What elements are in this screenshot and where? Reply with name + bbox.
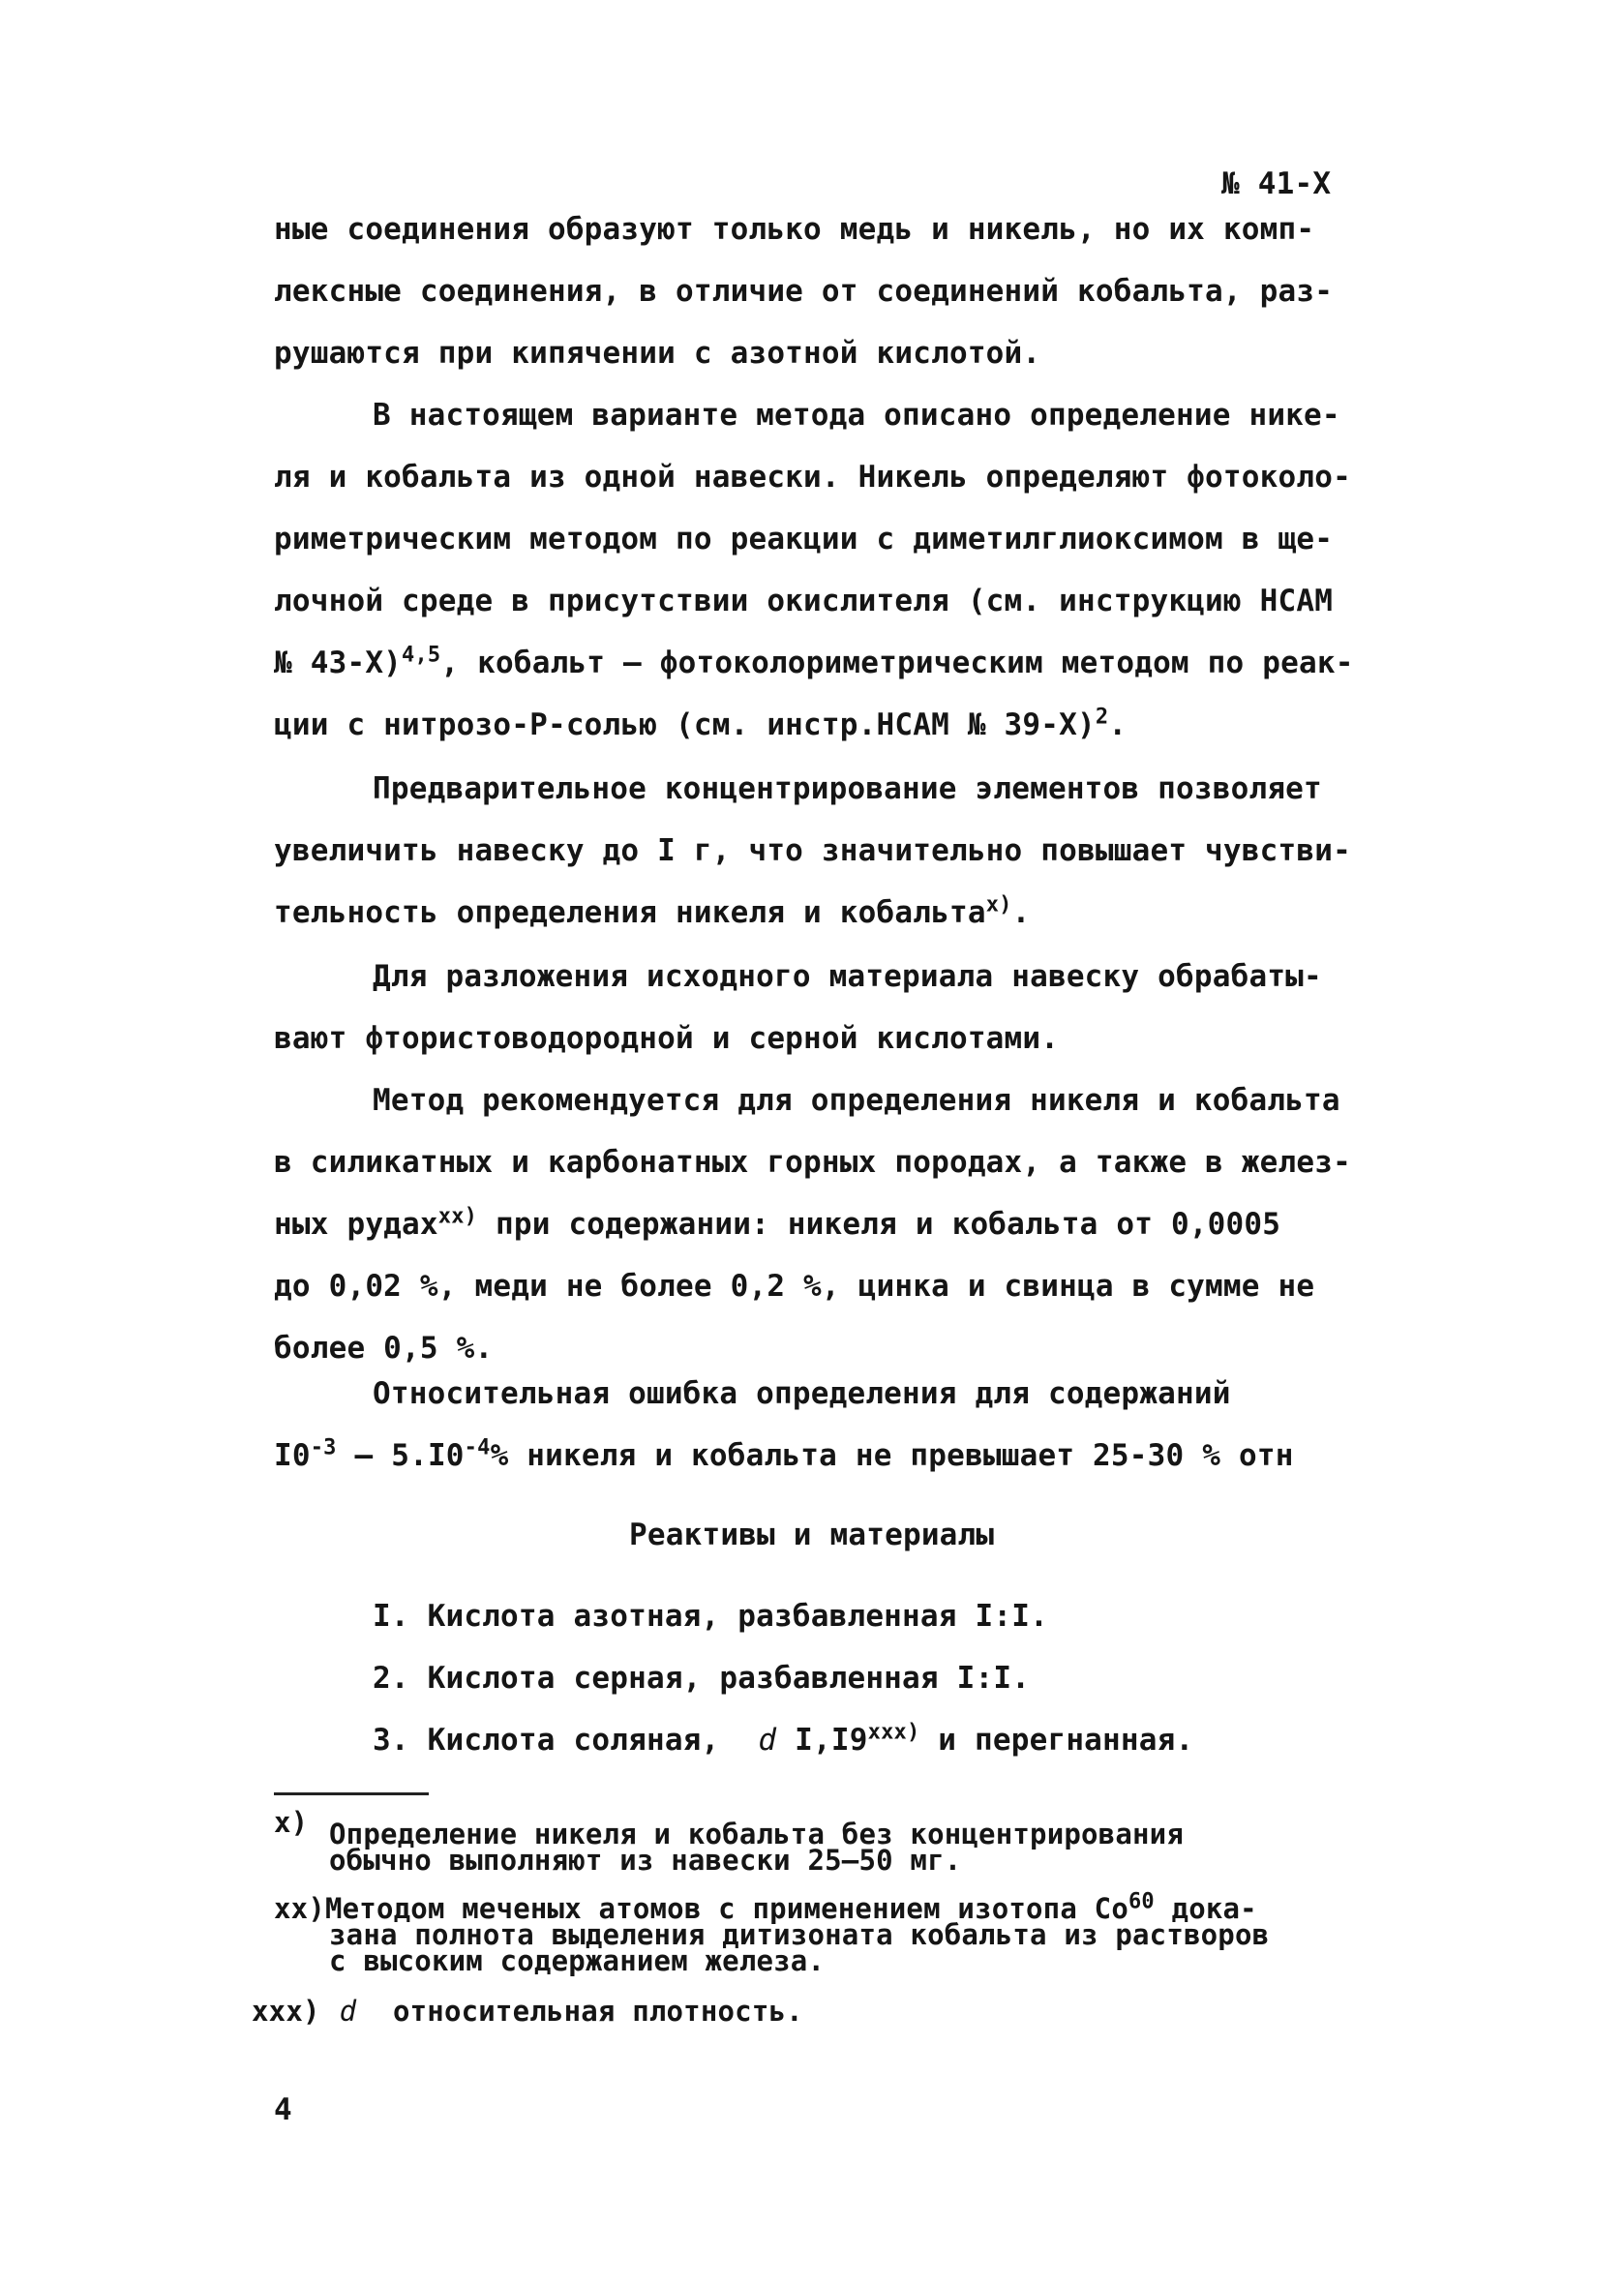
footnote-1-marker: х) [274,1806,309,1839]
text-segment: I,I9 [776,1723,868,1758]
footnote-3-line [252,1997,803,2026]
text-segment: % никеля и кобальта не превышает 25-30 % отн [490,1438,1294,1473]
exponent: -4 [464,1435,491,1460]
text-segment: и перегнанная. [919,1723,1194,1758]
paragraph-2-line-4: лочной среде в присутствии окислителя (см. инструкцию НСАМ [274,584,1334,618]
text-segment: Методом меченых атомов с применением изотопа Co [324,1892,1128,1925]
paragraph-2-line-2: ля и кобальта из одной навески. Никель определяют фотоколо- [274,460,1351,495]
exponent: -3 [310,1435,337,1460]
text-segment: № 43-Х) [274,646,403,680]
footnote-marker: х) [985,892,1012,917]
paragraph-3-line-3 [274,893,1030,932]
paragraph-4-line-2: вают фтористоводородной и серной кислотами. [274,1021,1060,1056]
text-segment: , кобальт – фотоколориметрическим методом по реак- [440,646,1354,680]
text-segment: при содержании: никеля и кобальта от 0,0005 [477,1207,1281,1242]
paragraph-2-line-5 [274,644,1354,682]
reference-superscript: 4,5 [402,643,441,668]
section-title: Реактивы и материалы [629,1518,995,1552]
density-symbol: d [339,1995,357,2028]
document-number: № 41-Х [1221,166,1332,201]
footnote-2-marker: хх) [274,1892,325,1925]
paragraph-2-line-1: В настоящем варианте метода описано определение нике- [373,398,1340,433]
footnote-2-line-2: зана полнота выделения дитизоната кобальта из растворов [329,1918,1270,1951]
footnote-marker: ххх) [867,1720,920,1745]
isotope-superscript: 60 [1128,1889,1155,1914]
text-segment: . [1108,707,1128,742]
text-segment: 3. Кислота соляная, [373,1723,720,1758]
footnote-divider [274,1792,429,1795]
paragraph-5-line-2: в силикатных и карбонатных горных породах, а также в желез- [274,1145,1351,1180]
footnote-3-marker: ххх) [252,1995,320,2028]
paragraph-2-line-6 [274,706,1127,744]
paragraph-5-line-1: Метод рекомендуется для определения никеля и кобальта [373,1083,1340,1118]
text-segment: ции с нитрозо-Р-солью (см. инстр.НСАМ № 39-Х) [274,707,1096,742]
footnote-1-line-2: обычно выполняют из навески 25–50 мг. [329,1844,962,1877]
paragraph-2-line-3: риметрическим методом по реакции с диметилглиоксимом в ще- [274,522,1334,556]
paragraph-1-line-3: рушаются при кипячении с азотной кислотой. [274,336,1041,371]
paragraph-3-line-2: увеличить навеску до I г, что значительно повышает чувстви- [274,833,1351,868]
reagent-item-1: I. Кислота азотная, разбавленная I:I. [373,1599,1048,1634]
paragraph-5-line-3 [274,1205,1280,1244]
text-segment: тельность определения никеля и кобальта [274,895,986,930]
reference-superscript: 2 [1095,705,1109,730]
density-symbol: d [758,1723,777,1758]
paragraph-3-line-1: Предварительное концентрирование элементов позволяет [373,771,1322,806]
paragraph-4-line-1: Для разложения исходного материала навеску обрабаты- [373,959,1322,994]
text-segment: дока- [1154,1892,1257,1925]
text-segment: I0 [274,1438,311,1473]
paragraph-1-line-2: лексные соединения, в отличие от соединений кобальта, раз- [274,274,1334,309]
paragraph-6-line-2 [274,1436,1294,1475]
paragraph-5-line-4: до 0,02 %, меди не более 0,2 %, цинка и свинца в сумме не [274,1269,1315,1304]
paragraph-6-line-1: Относительная ошибка определения для содержаний [373,1376,1231,1411]
footnote-1-line-1: Определение никеля и кобальта без концентрирования [329,1818,1184,1850]
page-number: 4 [274,2092,292,2127]
footnote-marker: хх) [437,1204,478,1229]
reagent-item-3 [373,1721,1193,1760]
paragraph-5-line-5: более 0,5 %. [274,1331,494,1366]
text-segment: ных рудах [274,1207,438,1242]
footnote-2-line-3: с высоким содержанием железа. [329,1944,826,1977]
reagent-item-2: 2. Кислота серная, разбавленная I:I. [373,1661,1031,1696]
text-segment: – 5.I0 [336,1438,465,1473]
text-segment: . [1011,895,1031,930]
paragraph-1-line-1: ные соединения образуют только медь и никель, но их комп- [274,212,1315,247]
text-segment: относительная плотность. [376,1995,803,2028]
